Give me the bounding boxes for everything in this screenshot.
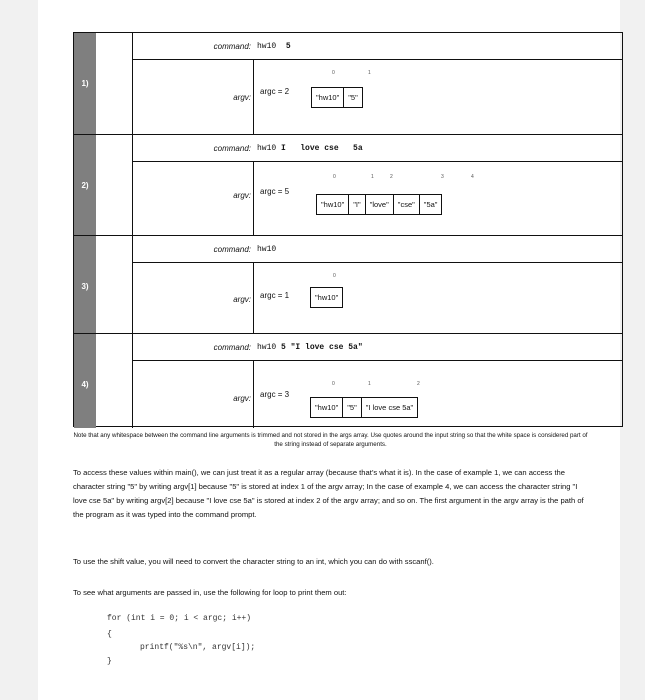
- paragraph-shift-value: To use the shift value, you will need to convert the character string to an int, which you can do with sscanf().: [73, 557, 434, 566]
- command-row: [132, 135, 622, 162]
- argv-label: argv:: [233, 191, 251, 200]
- argc-value: argc = 3: [260, 390, 290, 399]
- index-label: 0: [333, 174, 336, 180]
- argv-label: argv:: [233, 93, 251, 102]
- code-line-for: for (int i = 0; i < argc; i++): [107, 614, 252, 623]
- argv-row: [132, 263, 622, 333]
- command-text: hw10 5 "I love cse 5a": [257, 343, 363, 352]
- argv-array: [310, 287, 343, 308]
- index-label: 3: [441, 174, 444, 180]
- example-2: [74, 134, 622, 235]
- argv-cell: "hw10": [315, 293, 339, 302]
- index-label: 0: [332, 381, 335, 387]
- code-line-open-brace: {: [107, 630, 112, 639]
- argv-cell: "I": [348, 195, 364, 214]
- argv-cell: "cse": [393, 195, 419, 214]
- argv-examples-table: [73, 32, 623, 427]
- command-label: command:: [213, 245, 251, 254]
- command-text: hw10 I love cse 5a: [257, 144, 363, 153]
- example-number: 4): [74, 334, 96, 428]
- argv-cell: "5a": [419, 195, 442, 214]
- argv-row: [132, 60, 622, 134]
- argv-cell: "love": [365, 195, 393, 214]
- example-3: [74, 235, 622, 333]
- argv-array: [311, 87, 363, 108]
- argv-array: [316, 194, 442, 215]
- command-label: command:: [213, 42, 251, 51]
- index-label: 1: [368, 70, 371, 76]
- argv-cell: "5": [343, 88, 362, 107]
- index-label: 2: [417, 381, 420, 387]
- command-text: hw10 5: [257, 42, 291, 51]
- command-label: command:: [213, 144, 251, 153]
- index-label: 1: [368, 381, 371, 387]
- command-text: hw10: [257, 245, 277, 254]
- argv-cell: "hw10": [321, 200, 345, 209]
- index-label: 0: [332, 70, 335, 76]
- whitespace-note: Note that any whitespace between the command line arguments is trimmed and not stored in the args array. Use quotes around the input string so that the white space is considered part of the string instead of separate arguments.: [73, 432, 588, 448]
- argv-cell: "I love cse 5a": [361, 398, 417, 417]
- index-label: 1: [371, 174, 374, 180]
- command-label: command:: [213, 343, 251, 352]
- code-line-close-brace: }: [107, 657, 112, 666]
- code-line-printf: printf("%s\n", argv[i]);: [140, 643, 256, 652]
- paragraph-accessing-argv: To access these values within main(), we can just treat it as a regular array (because that’s what it is). In the case of example 1, we can access the character string "5" by writing argv[1] because "5" is stored at index 1 of the argv array; In the case of example 4, we can access the character string "I love cse 5a" by writing argv[2] because "I love cse 5a" is stored at index 2 of the argv array; and so on. The first argument in the argv array is the path of the program as it was typed into the command prompt.: [73, 468, 584, 520]
- example-4: [74, 333, 622, 428]
- argv-row: [132, 162, 622, 235]
- argv-label: argv:: [233, 295, 251, 304]
- command-row: [132, 33, 622, 60]
- paragraph-loop-intro: To see what arguments are passed in, use the following for loop to print them out:: [73, 588, 347, 597]
- argv-cell: "hw10": [315, 403, 339, 412]
- example-number: 2): [74, 135, 96, 235]
- argv-label: argv:: [233, 394, 251, 403]
- index-label: 0: [333, 273, 336, 279]
- argc-value: argc = 5: [260, 187, 290, 196]
- index-label: 4: [471, 174, 474, 180]
- argc-value: argc = 1: [260, 291, 290, 300]
- argv-cell: "hw10": [316, 93, 340, 102]
- argc-value: argc = 2: [260, 87, 290, 96]
- argv-row: [132, 361, 622, 428]
- command-row: [132, 334, 622, 361]
- example-1: [74, 33, 622, 134]
- example-number: 1): [74, 33, 96, 134]
- example-number: 3): [74, 236, 96, 333]
- argv-cell: "5": [342, 398, 361, 417]
- argv-array: [310, 397, 418, 418]
- command-row: [132, 236, 622, 263]
- index-label: 2: [390, 174, 393, 180]
